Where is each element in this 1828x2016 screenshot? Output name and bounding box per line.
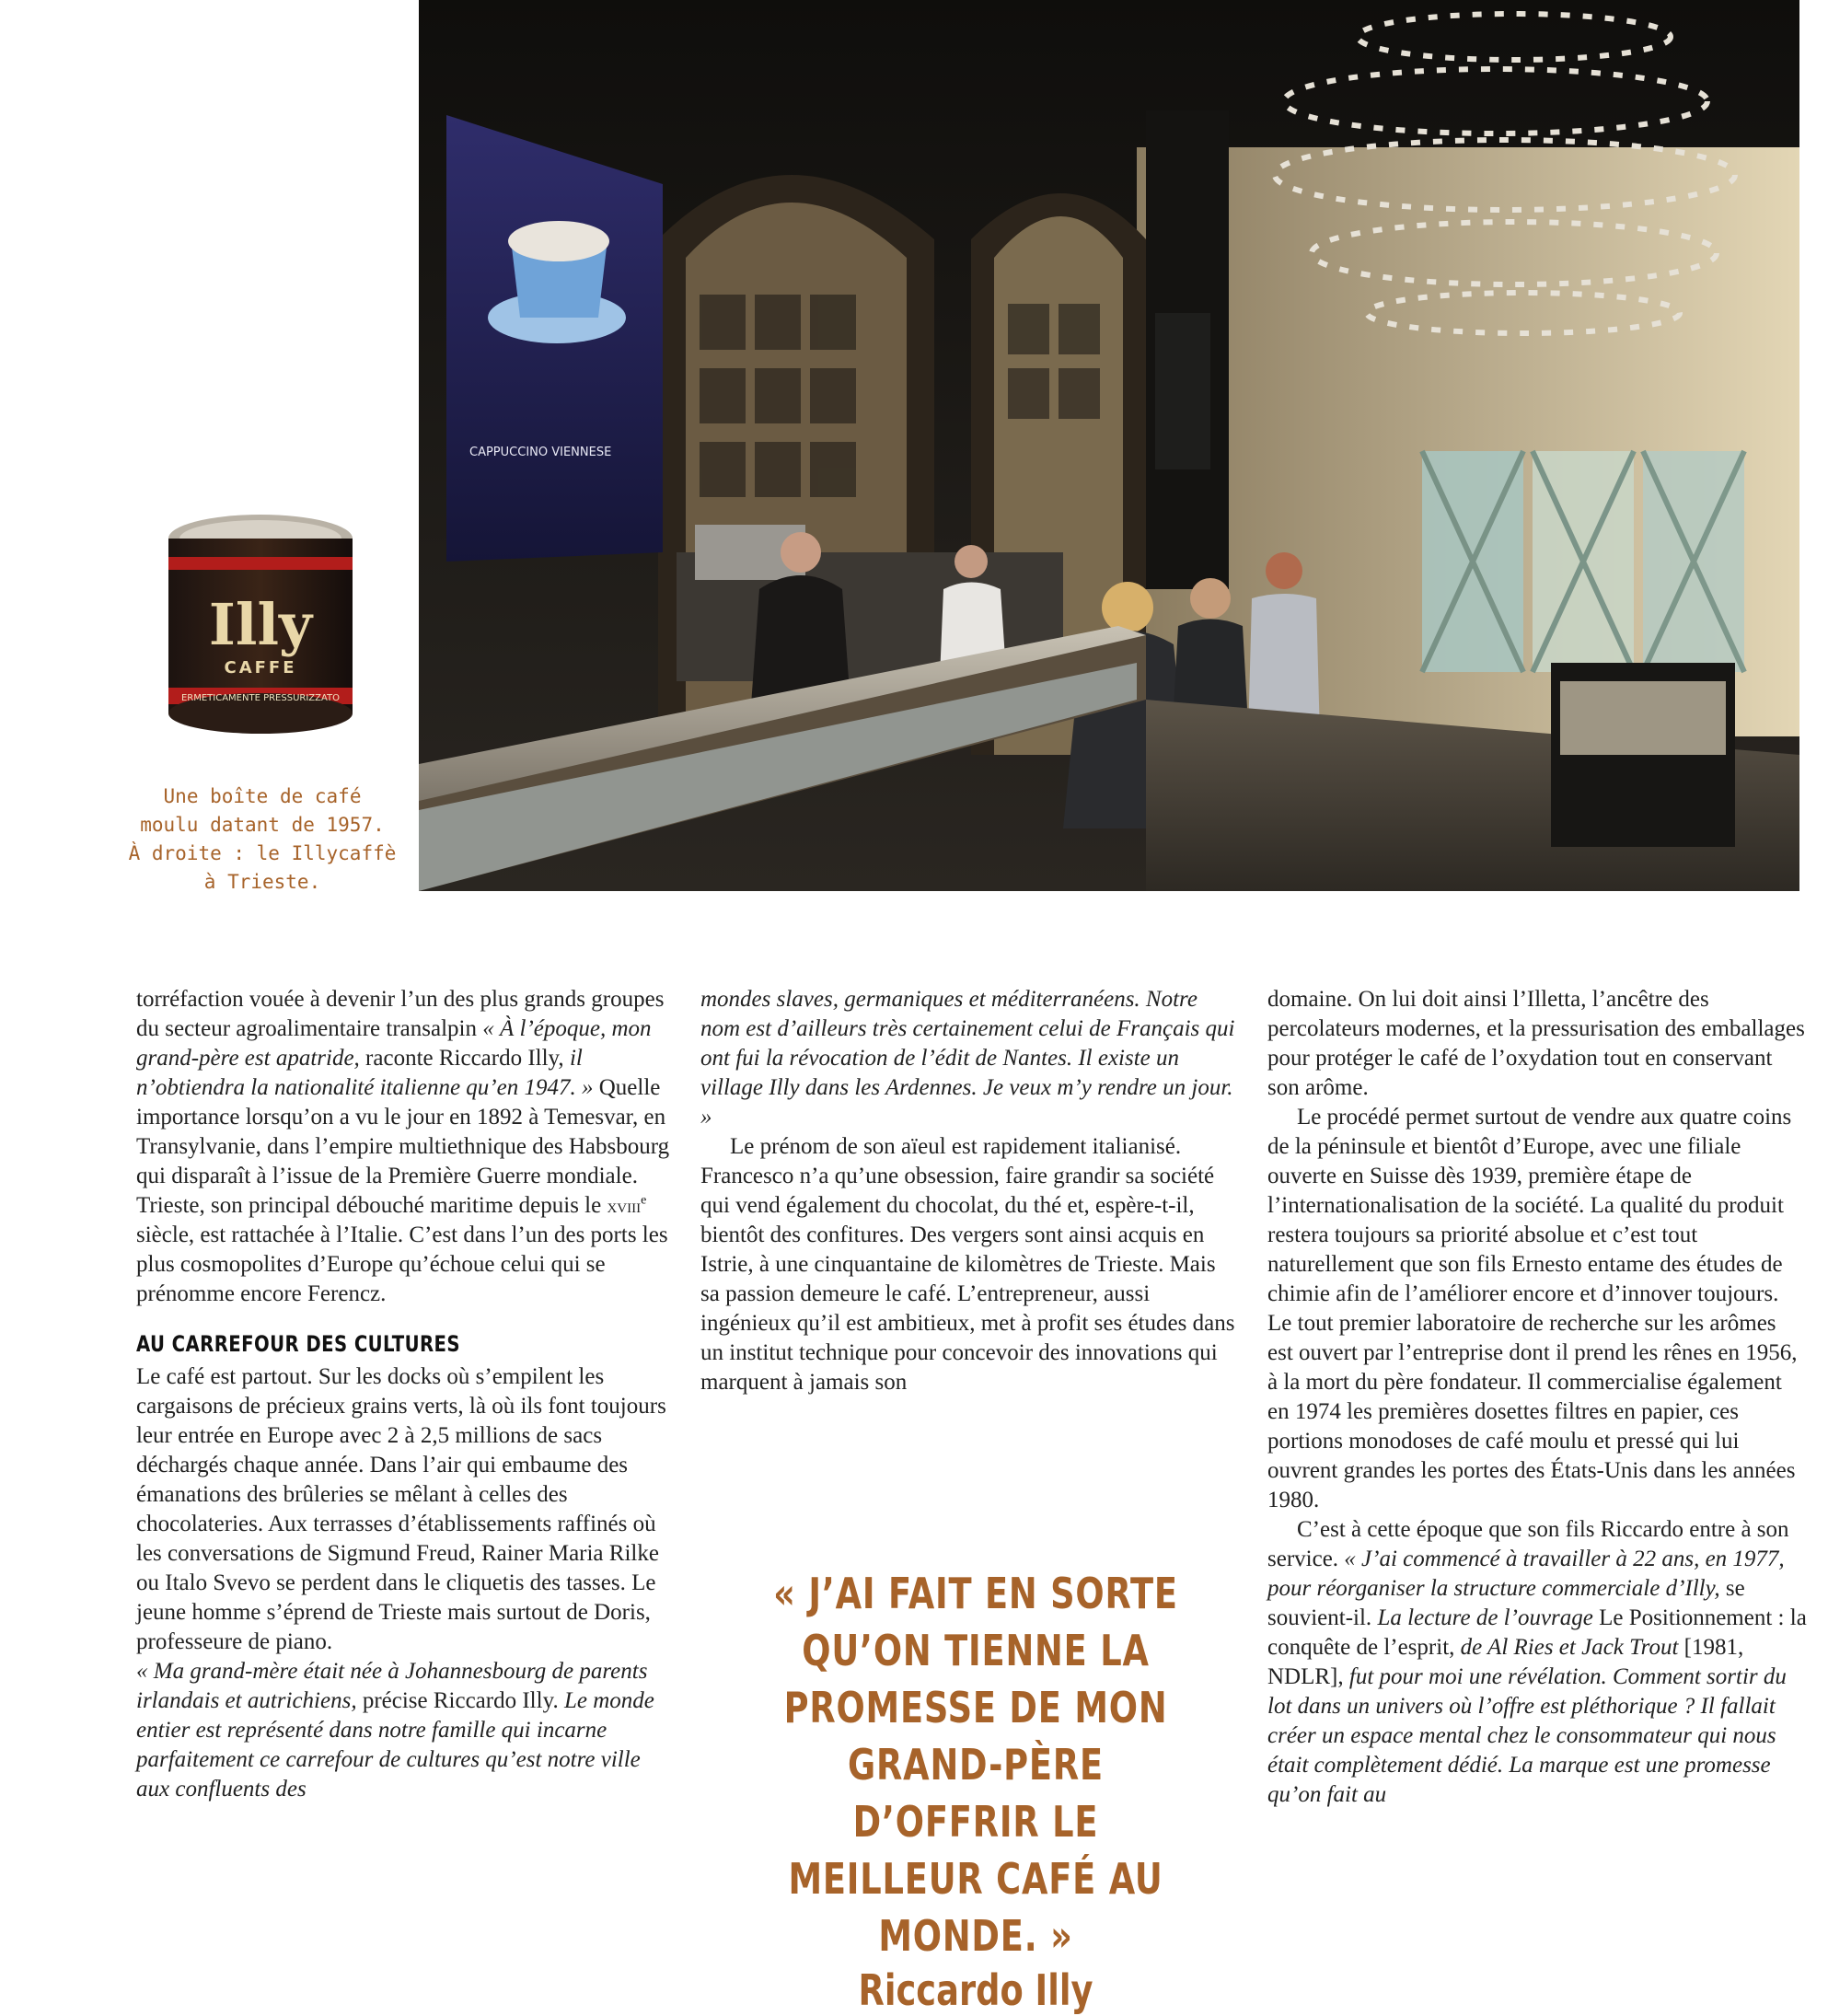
text-run: [1981, NDLR], xyxy=(1267,1635,1744,1689)
section-subhead: AU CARREFOUR DES CULTURES xyxy=(136,1331,460,1357)
coffee-tin-photo xyxy=(164,511,357,741)
article-column-2 xyxy=(700,985,1238,1397)
text-run: se souvient-il. xyxy=(1267,1576,1745,1630)
tin-sub: CAFFE xyxy=(224,658,297,678)
illy-tin-illustration xyxy=(164,511,357,741)
caption-line: À droite : le Illycaffè xyxy=(128,842,397,864)
pull-quote-text: « J’AI FAIT EN SORTE QU’ON TIENNE LA PROMESSE DE MON GRAND-PÈRE D’OFFRIR LE MEILLEUR CAFÉ AU MONDE. » xyxy=(773,1569,1178,1961)
advert-screen xyxy=(446,115,663,562)
paragraph xyxy=(1267,1515,1807,1810)
paragraph xyxy=(700,985,1238,1132)
illycaffe-photo xyxy=(419,0,1799,891)
text-run: Le Positionnement : la conquête de l’esprit, xyxy=(1267,1605,1807,1660)
cafe-interior-illustration xyxy=(419,0,1799,891)
paragraph xyxy=(136,1657,674,1804)
century-numeral: xviii xyxy=(607,1195,642,1217)
article-column-3 xyxy=(1267,985,1807,1810)
advert-text: CAPPUCCINO VIENNESE xyxy=(469,446,612,459)
quote-run: « À l’époque, mon grand-père est apatride, xyxy=(136,1016,652,1071)
quote-run: « J’ai commencé à travailler à 22 ans, en 1977, pour réorganiser la structure commerciale d’Illy, xyxy=(1267,1547,1785,1601)
tin-brand: Illy xyxy=(208,591,313,658)
text-run: torréfaction vouée à devenir l’un des plus grands groupes du secteur agroalimentaire transalpin xyxy=(136,987,665,1041)
quote-run: « Ma grand-mère était née à Johannesbourg de parents irlandais et autrichiens, xyxy=(136,1659,648,1713)
paragraph: Le prénom de son aïeul est rapidement italianisé. Francesco n’a qu’une obsession, faire grandir sa société qui vend également du chocolat, du thé et, espère-t-il, bientôt des confitures. Des vergers sont ainsi acquis en Istrie, à une cinquantaine de kilomètres de Trieste. Mais sa passion demeure le café. L’entrepreneur, aussi ingénieux qu’il est ambitieux, met à profit ses études dans un institut technique pour concevoir des innovations qui marquent à jamais son xyxy=(700,1134,1235,1395)
caption-line: moulu datant de 1957. xyxy=(140,814,385,836)
pull-quote-author: Riccardo Illy xyxy=(858,1965,1093,2015)
quote-run: fut pour moi une révélation. Comment sortir du lot dans un univers où l’offre est pléthorique ? Il fallait créer un espace mental chez le consommateur qui nous était complètement dédié. La marque est une promesse qu’on fait au xyxy=(1267,1664,1787,1807)
text-run: raconte Riccardo Illy, xyxy=(359,1046,570,1071)
century-suffix: e xyxy=(641,1193,647,1208)
quote-run: La lecture de l’ouvrage xyxy=(1377,1605,1593,1630)
text-run: C’est à cette époque que son fils Riccardo entre à son service. xyxy=(1267,1517,1789,1571)
article-column-1 xyxy=(136,985,674,1804)
paragraph: Le procédé permet surtout de vendre aux quatre coins de la péninsule et bientôt d’Europe, avec une filiale ouverte en Suisse dès 1939, première étape de l’internationalisation de la société. La qualité du produit restera toujours sa priorité absolue et c’est tout naturellement que son fils Ernesto entame des études de chimie afin de l’améliorer encore et d’innover toujours. Le tout premier laboratoire de recherche sur les arômes est ouvert par l’entreprise dont il prend les rênes en 1956, à la mort du père fondateur. Il commercialise également en 1974 les premières dosettes filtres en papier, ces portions monodoses de café moulu et pressé qui lui ouvrent grandes les portes des États-Unis dans les années 1980. xyxy=(1267,1105,1798,1512)
quote-run: il n’obtiendra la nationalité italienne qu’en 1947. » xyxy=(136,1046,594,1100)
quote-run: mondes slaves, germaniques et méditerranéens. Notre nom est d’ailleurs très certainement celui de Français qui ont fui la révocation de l’édit de Nantes. Il existe un village Illy dans les Ardennes. Je veux m’y rendre un jour. » xyxy=(700,987,1235,1130)
quote-run: de Al Ries et Jack Trout xyxy=(1460,1635,1679,1660)
caption-line: à Trieste. xyxy=(203,871,321,893)
text-run: siècle, est rattachée à l’Italie. C’est dans l’un des ports les plus cosmopolites d’Europe qu’échoue celui qui se prénomme encore Ferencz. xyxy=(136,1222,668,1306)
photo-caption xyxy=(124,782,400,897)
caption-line: Une boîte de café xyxy=(163,785,362,807)
text-run: précise Riccardo Illy. xyxy=(356,1688,564,1713)
paragraph: Le café est partout. Sur les docks où s’empilent les cargaisons de précieux grains verts, là où ils font toujours leur entrée en Europe avec 2 à 2,5 millions de sacs déchargés chaque année. Dans l’air qui embaume des émanations des brûleries se mêlant à celles des chocolateries. Aux terrasses d’établissements raffinés où les conversations de Sigmund Freud, Rainer Maria Rilke ou Italo Svevo se perdent dans le cliquetis des tasses. Le jeune homme s’éprend de Trieste mais surtout de Doris, professeure de piano. xyxy=(136,1364,666,1654)
paragraph xyxy=(136,985,674,1309)
tin-band: ERMETICAMENTE PRESSURIZZATO xyxy=(180,693,341,703)
paragraph: domaine. On lui doit ainsi l’Illetta, l’ancêtre des percolateurs modernes, et la pressurisation des emballages pour protéger le café de l’oxydation tout en conservant son arôme. xyxy=(1267,987,1805,1100)
text-run: Quelle importance lorsqu’on a vu le jour en 1892 à Temesvar, en Transylvanie, dans l’empire multiethnique des Habsbourg qui disparaît à l’issue de la Première Guerre mondiale. Trieste, son principal débouché maritime depuis le xyxy=(136,1075,670,1218)
pull-quote xyxy=(700,1565,1252,2016)
quote-run: Le monde entier est représenté dans notre famille qui incarne parfaitement ce carrefour de cultures qu’est notre ville aux confluents des xyxy=(136,1688,654,1802)
